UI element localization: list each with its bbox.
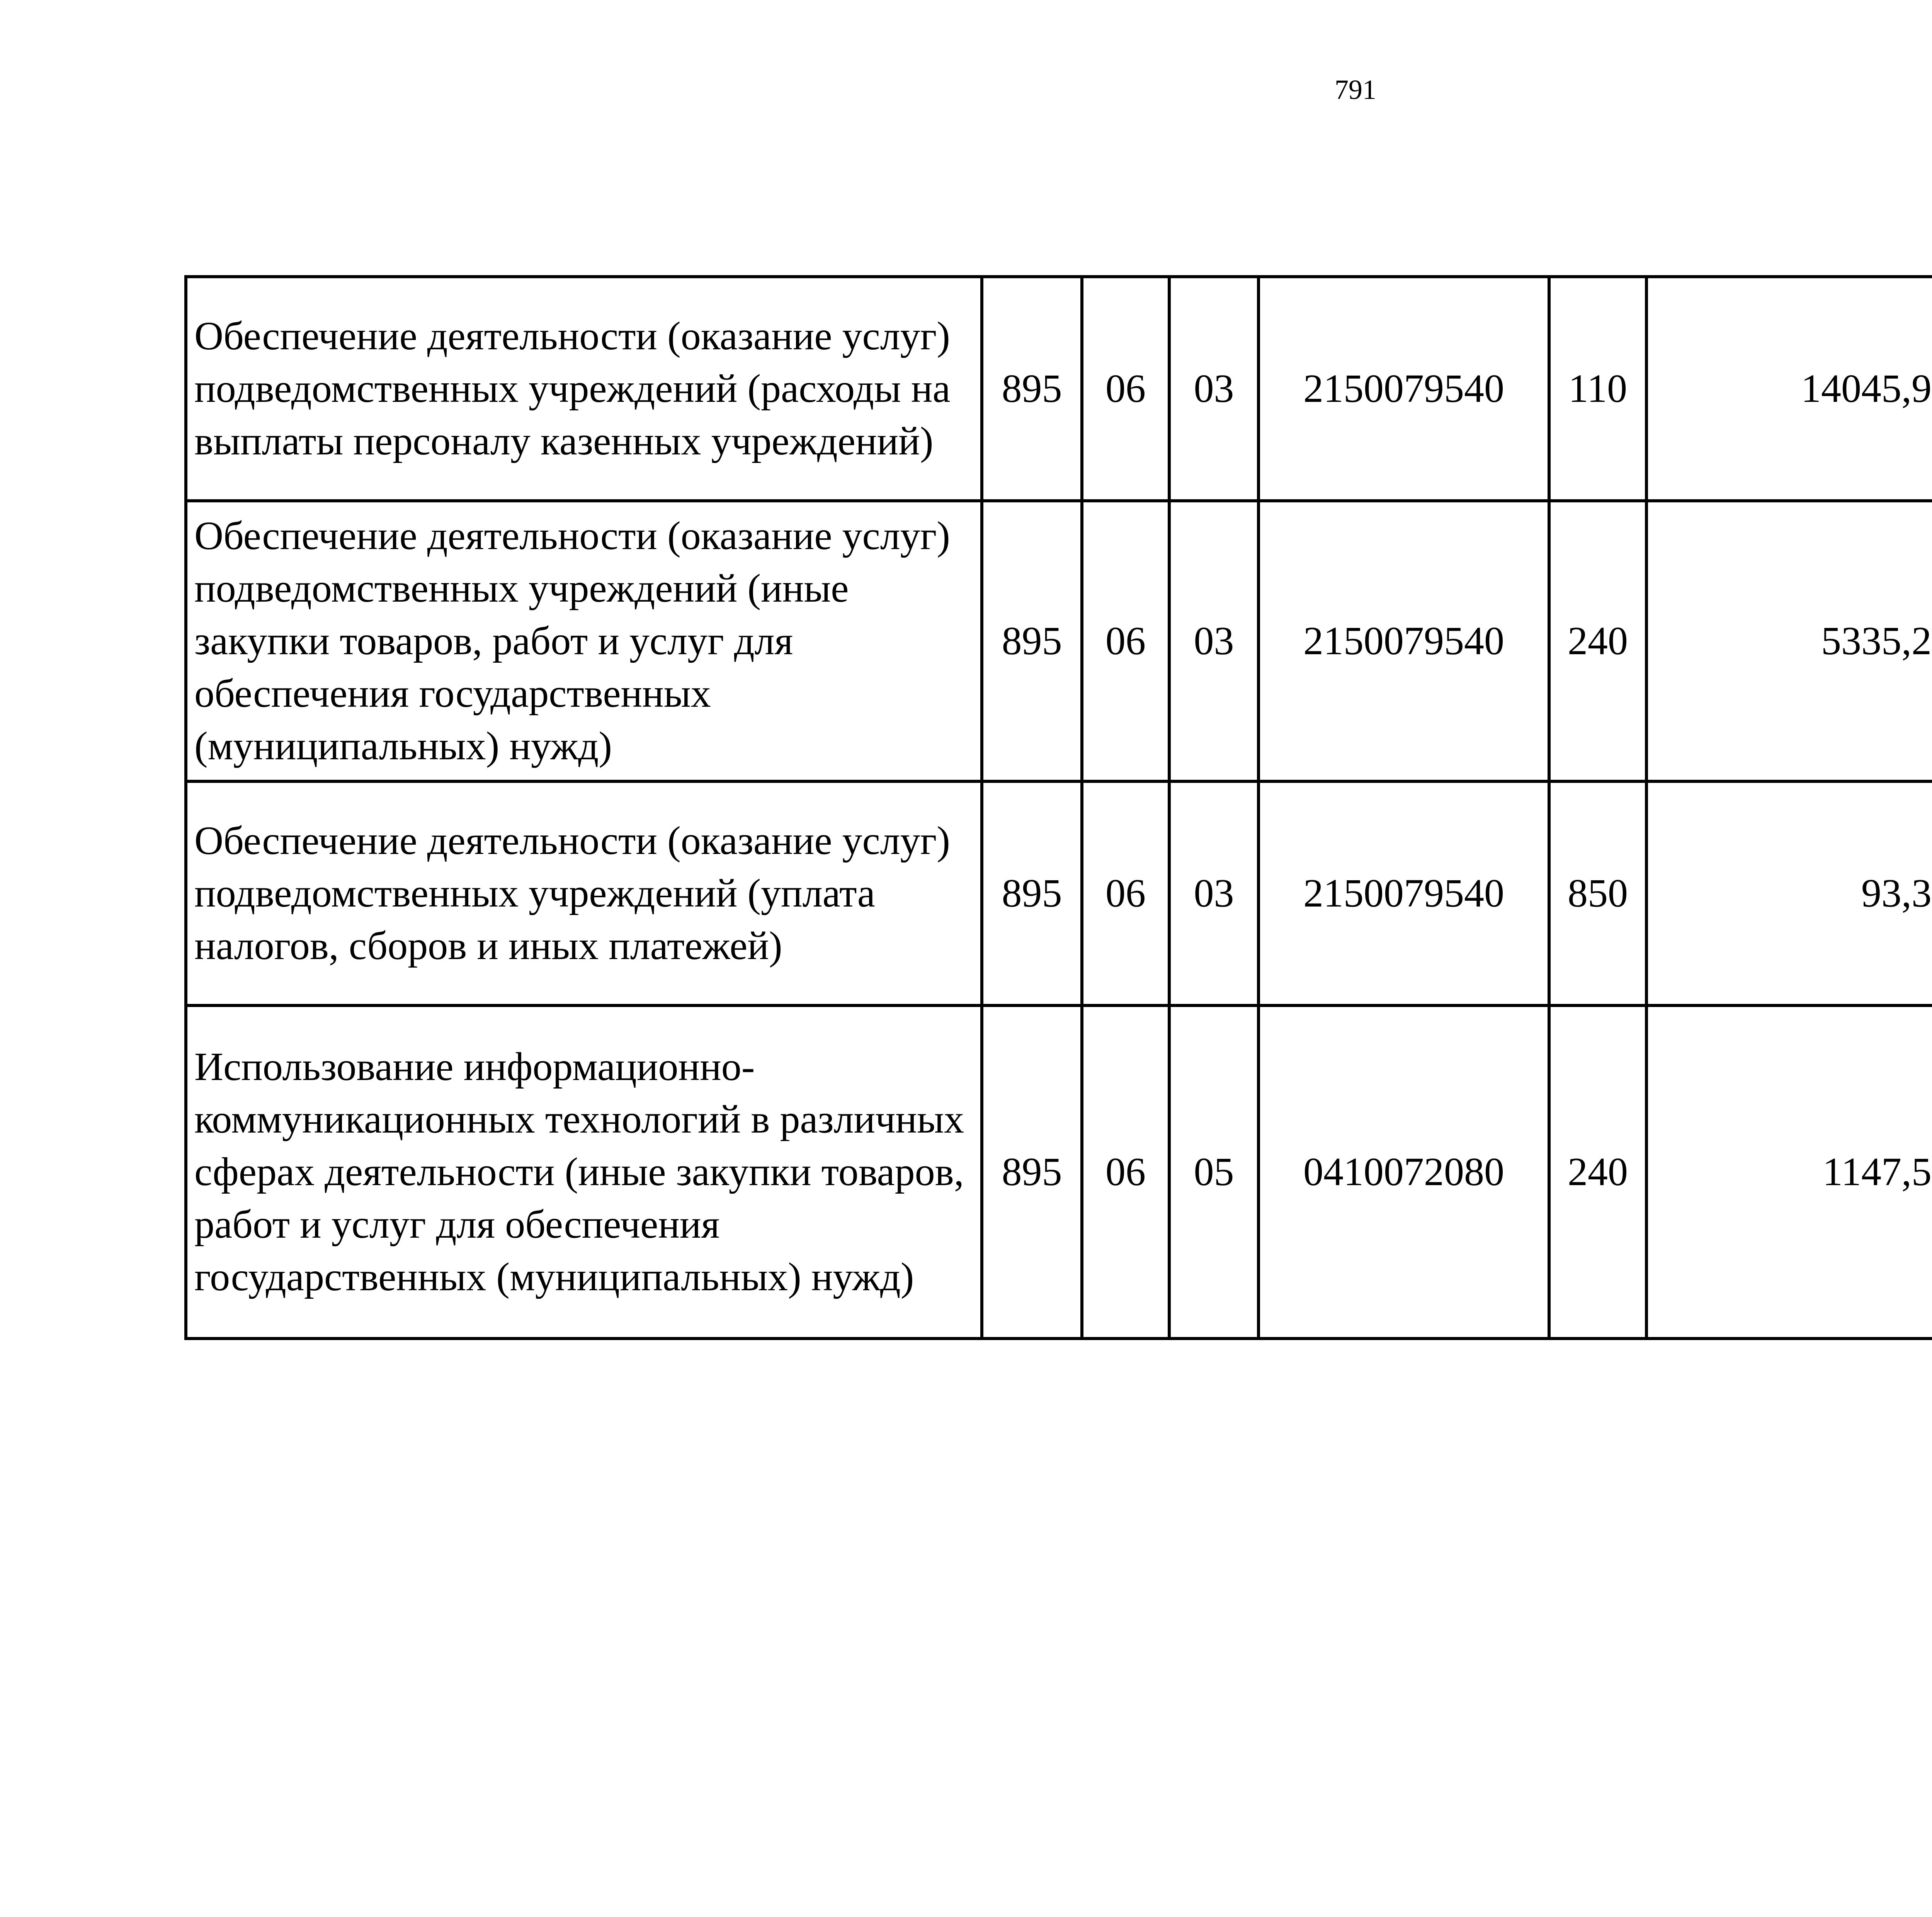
subsection-code: 05 <box>1169 1005 1259 1339</box>
budget-table <box>184 275 1932 1340</box>
row-description: Обеспечение деятельности (оказание услуг) подведомственных учреждений (иные закупки товаров, работ и услуг для обеспечения государственных (муниципальных) нужд) <box>186 501 982 781</box>
amount-1: 93,3 <box>1646 781 1932 1005</box>
target-article-code: 2150079540 <box>1259 277 1549 501</box>
amount-1: 5335,2 <box>1646 501 1932 781</box>
subsection-code: 03 <box>1169 277 1259 501</box>
table-row <box>186 277 1932 501</box>
amount-1: 1147,5 <box>1646 1005 1932 1339</box>
expense-type-code: 110 <box>1549 277 1646 501</box>
subsection-code: 03 <box>1169 781 1259 1005</box>
section-code: 06 <box>1082 1005 1169 1339</box>
table-row <box>186 1005 1932 1339</box>
ministry-code: 895 <box>982 277 1082 501</box>
subsection-code: 03 <box>1169 501 1259 781</box>
expense-type-code: 240 <box>1549 1005 1646 1339</box>
page-number: 791 <box>1335 74 1376 105</box>
amount-1: 14045,9 <box>1646 277 1932 501</box>
ministry-code: 895 <box>982 781 1082 1005</box>
section-code: 06 <box>1082 781 1169 1005</box>
section-code: 06 <box>1082 501 1169 781</box>
row-description: Обеспечение деятельности (оказание услуг) подведомственных учреждений (уплата налогов, сборов и иных платежей) <box>186 781 982 1005</box>
table-row <box>186 781 1932 1005</box>
expense-type-code: 850 <box>1549 781 1646 1005</box>
ministry-code: 895 <box>982 501 1082 781</box>
target-article-code: 2150079540 <box>1259 781 1549 1005</box>
row-description: Обеспечение деятельности (оказание услуг) подведомственных учреждений (расходы на выплаты персоналу казенных учреждений) <box>186 277 982 501</box>
ministry-code: 895 <box>982 1005 1082 1339</box>
expense-type-code: 240 <box>1549 501 1646 781</box>
target-article-code: 2150079540 <box>1259 501 1549 781</box>
section-code: 06 <box>1082 277 1169 501</box>
row-description: Использование информационно-коммуникационных технологий в различных сферах деятельности (иные закупки товаров, работ и услуг для обеспечения государственных (муниципальных) нужд) <box>186 1005 982 1339</box>
target-article-code: 0410072080 <box>1259 1005 1549 1339</box>
table-row <box>186 501 1932 781</box>
